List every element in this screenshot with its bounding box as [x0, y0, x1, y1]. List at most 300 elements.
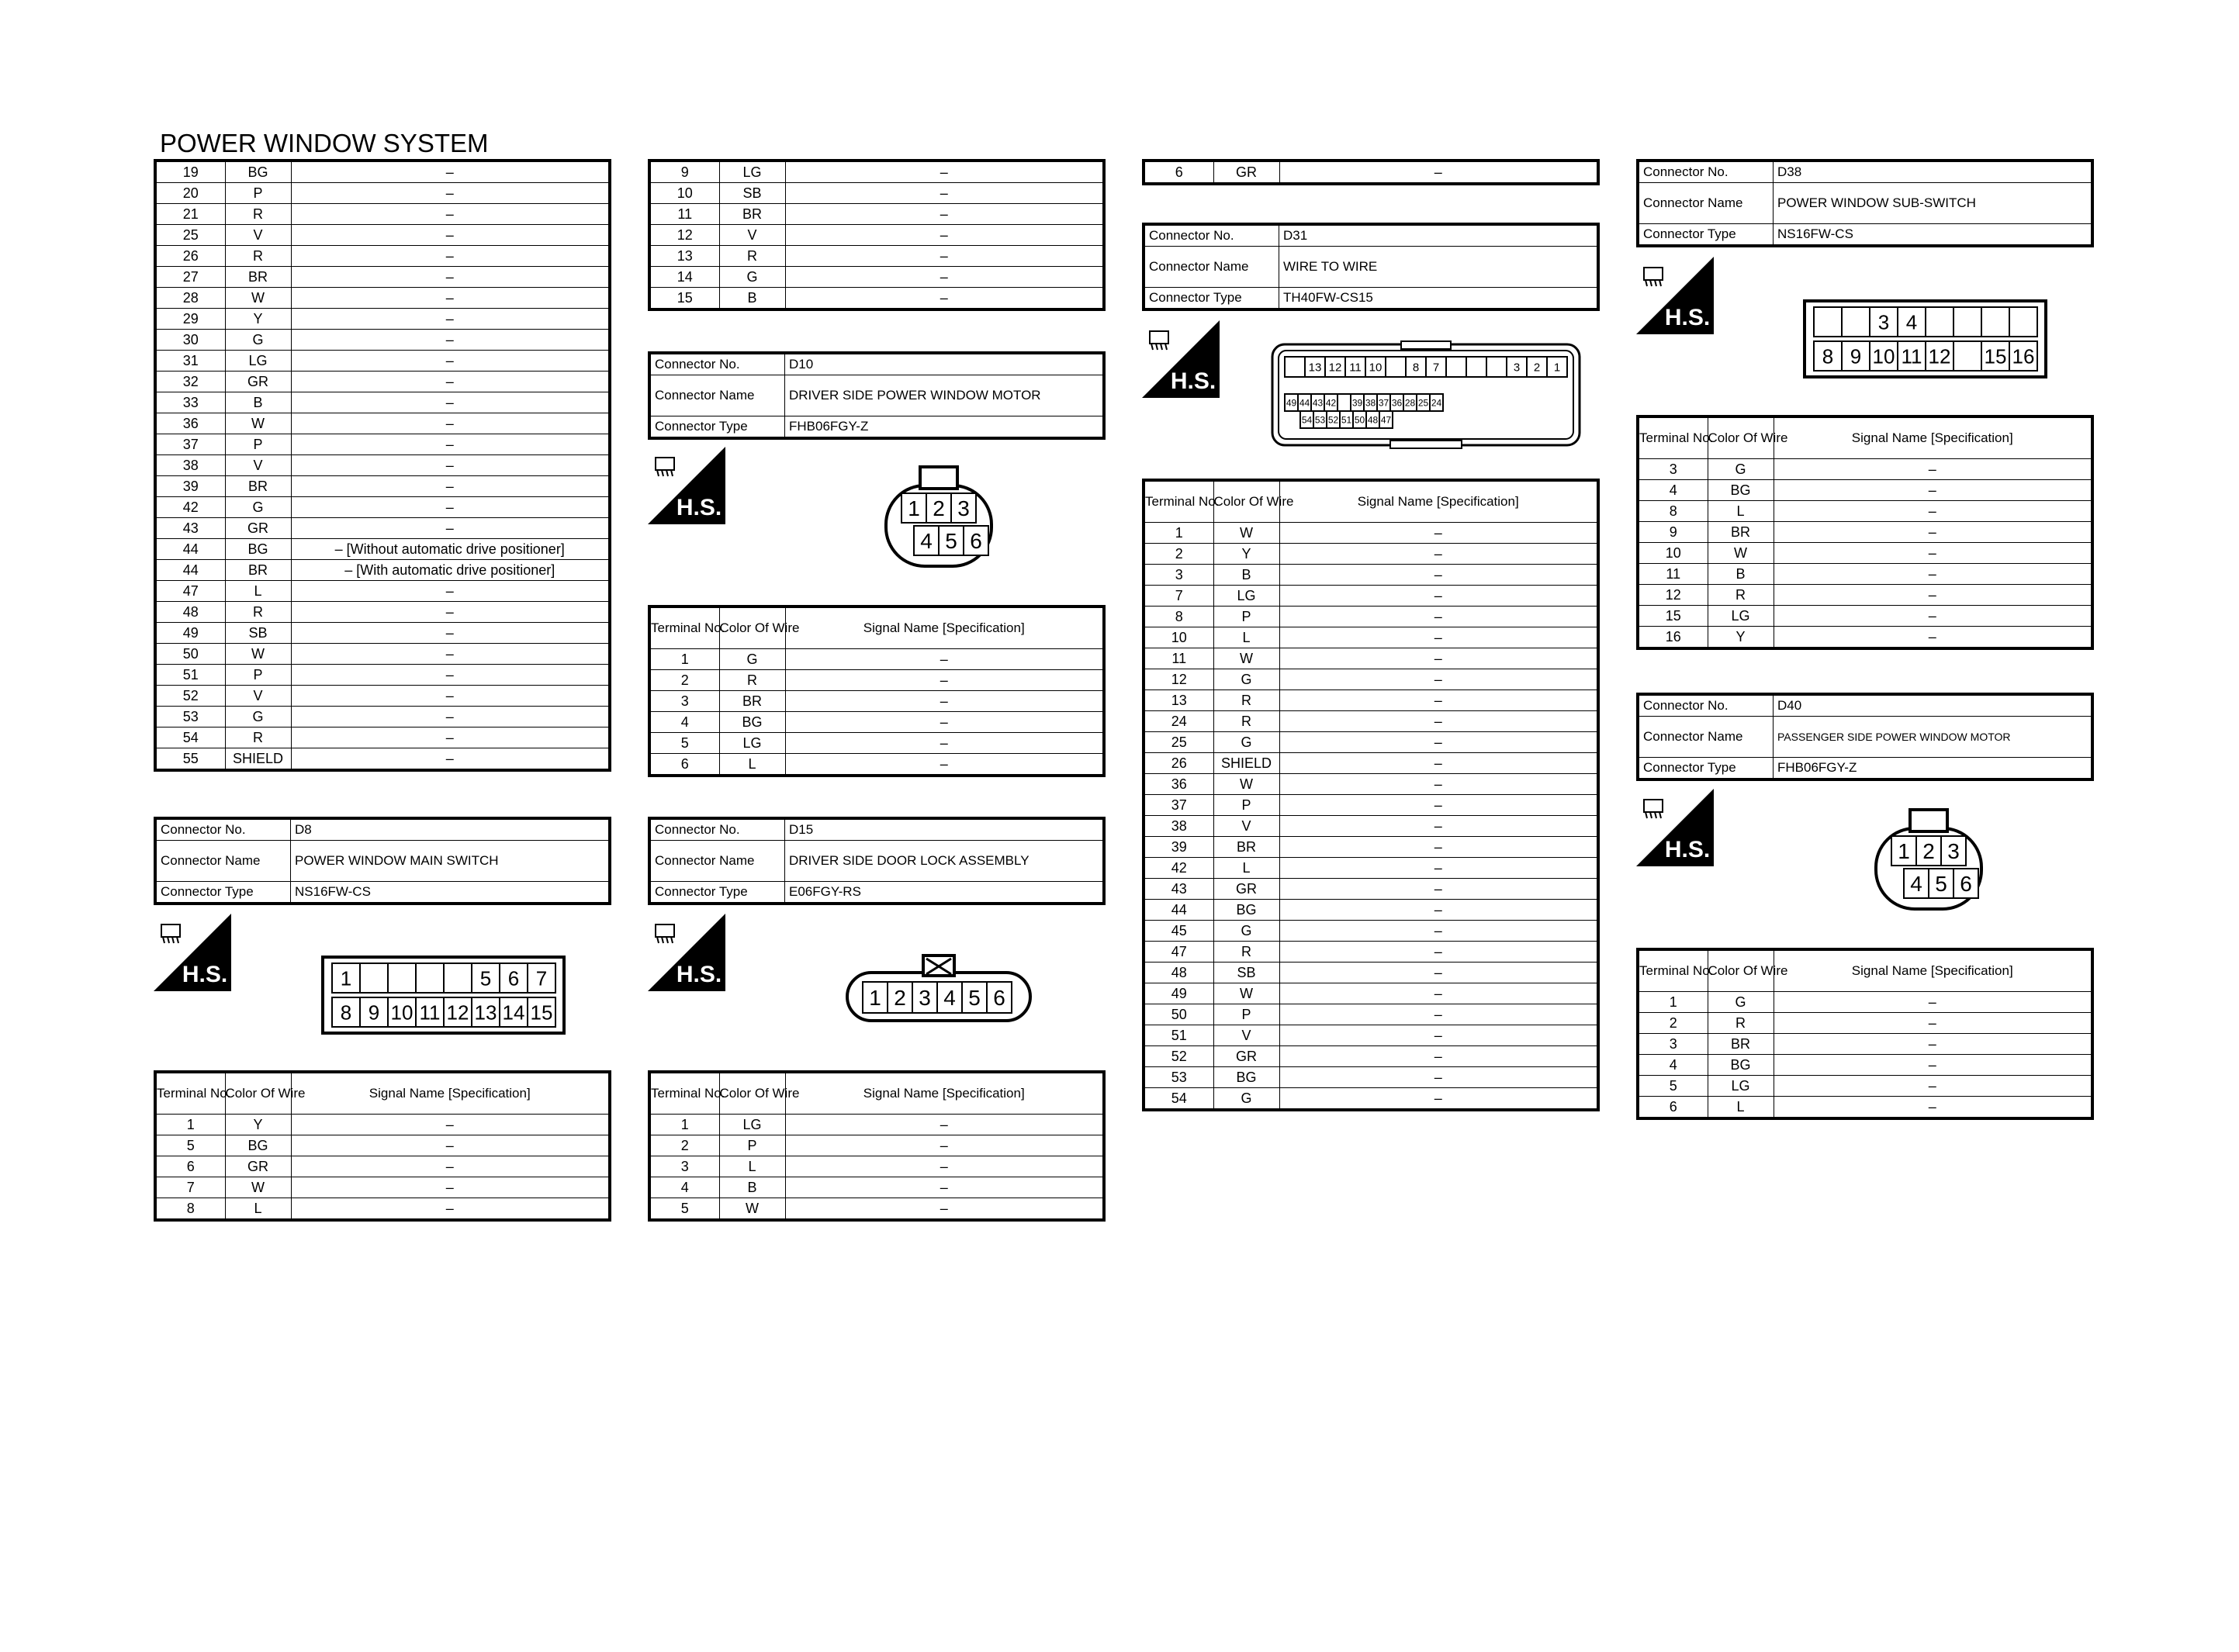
connector-info-d38	[1636, 159, 2094, 247]
signal-cell: –	[785, 183, 1104, 204]
color-cell: V	[1213, 1025, 1279, 1046]
pin-number: 42	[1325, 397, 1337, 409]
color-cell: W	[1213, 648, 1279, 669]
color-cell: R	[225, 246, 291, 267]
pin-number: 12	[1328, 361, 1342, 375]
pin-number: 9	[368, 1001, 380, 1025]
pin-number: 47	[1380, 414, 1392, 426]
table-row	[1144, 858, 1598, 879]
table-row	[1144, 627, 1598, 648]
color-cell: L	[719, 1156, 785, 1177]
color-cell: B	[719, 288, 785, 310]
pin-cell	[1981, 307, 2009, 337]
connector-type-label: Connector Type	[155, 882, 291, 904]
connector-no-label: Connector No.	[649, 818, 785, 841]
terminal-cell: 44	[1144, 900, 1213, 921]
table-row	[155, 246, 610, 267]
pin-number: 14	[502, 1001, 525, 1025]
pin-cell	[1486, 357, 1507, 377]
pin-number: 1	[340, 966, 352, 990]
color-cell: L	[225, 1198, 291, 1221]
terminal-cell: 2	[1638, 1013, 1708, 1034]
pin-number: 36	[1391, 397, 1403, 409]
table-row	[1638, 1076, 2092, 1097]
signal-cell: –	[785, 712, 1104, 733]
color-cell: BG	[225, 1135, 291, 1156]
terminal-cell: 16	[1638, 627, 1708, 649]
terminal-cell: 1	[649, 649, 719, 670]
table-row	[155, 644, 610, 665]
table-row	[649, 670, 1104, 691]
color-cell: V	[225, 686, 291, 707]
terminal-header: Terminal No.	[649, 607, 719, 649]
pin-number: 37	[1378, 397, 1389, 409]
harness-side-icon	[1142, 320, 1220, 398]
connector-info-d15	[648, 817, 1106, 905]
table-row	[155, 602, 610, 623]
color-cell: B	[1708, 564, 1774, 585]
table-row	[649, 1177, 1104, 1198]
terminal-cell: 6	[155, 1156, 225, 1177]
table-row	[155, 518, 610, 539]
signal-cell: –	[291, 1135, 610, 1156]
pin-number: 1	[1553, 361, 1561, 375]
signal-cell: –	[1279, 711, 1598, 732]
color-cell: Y	[225, 1115, 291, 1135]
signal-cell: –	[291, 1156, 610, 1177]
color-cell: BR	[719, 691, 785, 712]
signal-cell: –	[1774, 606, 2092, 627]
signal-cell: – [With automatic drive positioner]	[291, 560, 610, 581]
terminal-cell: 44	[155, 560, 225, 581]
signal-cell: –	[1279, 858, 1598, 879]
signal-cell: –	[1279, 648, 1598, 669]
table-row	[649, 267, 1104, 288]
table-row	[649, 691, 1104, 712]
color-cell: R	[225, 204, 291, 225]
pin-cell	[1954, 307, 1981, 337]
signal-cell: –	[291, 330, 610, 351]
signal-cell: –	[1774, 627, 2092, 649]
color-cell: V	[719, 225, 785, 246]
continuation-table-2	[648, 159, 1106, 311]
svg-text:H.S.: H.S.	[1664, 837, 1711, 862]
color-cell: G	[1213, 669, 1279, 690]
table-row	[155, 728, 610, 748]
color-cell: R	[1213, 690, 1279, 711]
signal-cell: –	[1279, 669, 1598, 690]
terminal-cell: 15	[1638, 606, 1708, 627]
terminal-cell: 10	[1144, 627, 1213, 648]
signal-cell: –	[1774, 543, 2092, 564]
pin-number: 52	[1327, 414, 1339, 426]
color-cell: L	[1708, 1097, 1774, 1119]
terminal-cell: 6	[1638, 1097, 1708, 1119]
connector-no-value: D8	[291, 818, 611, 841]
table-row	[1144, 942, 1598, 963]
signal-cell: –	[1279, 1088, 1598, 1111]
color-cell: Y	[1708, 627, 1774, 649]
terminal-cell: 21	[155, 204, 225, 225]
signal-cell: –	[1279, 1046, 1598, 1067]
color-cell: GR	[225, 518, 291, 539]
terminal-cell: 5	[155, 1135, 225, 1156]
signal-cell: –	[291, 644, 610, 665]
signal-cell: –	[785, 161, 1104, 183]
pin-number: 43	[1312, 397, 1324, 409]
connector-face-d15	[846, 952, 1032, 1024]
table-row	[1144, 1046, 1598, 1067]
terminal-cell: 51	[155, 665, 225, 686]
pin-number: 5	[968, 986, 981, 1011]
terminal-cell: 20	[155, 183, 225, 204]
signal-cell: –	[291, 602, 610, 623]
table-row	[1638, 1097, 2092, 1119]
table-row	[155, 581, 610, 602]
color-header: Color Of Wire	[1708, 416, 1774, 459]
terminal-header: Terminal No.	[155, 1072, 225, 1115]
table-row	[1144, 879, 1598, 900]
signal-cell: –	[785, 733, 1104, 754]
table-row	[155, 560, 610, 581]
color-cell: P	[225, 183, 291, 204]
signal-cell: –	[291, 372, 610, 392]
table-row	[155, 204, 610, 225]
color-cell: L	[225, 581, 291, 602]
color-cell: BR	[1213, 837, 1279, 858]
signal-cell: –	[1279, 690, 1598, 711]
terminal-cell: 47	[155, 581, 225, 602]
pin-number: 10	[390, 1001, 414, 1025]
connector-info-d40	[1636, 693, 2094, 781]
color-cell: BG	[1213, 1067, 1279, 1088]
signal-cell: –	[1279, 753, 1598, 774]
pin-number: 50	[1354, 414, 1365, 426]
terminal-cell: 53	[1144, 1067, 1213, 1088]
pin-number: 39	[1351, 397, 1363, 409]
signal-cell: –	[291, 476, 610, 497]
color-cell: BG	[1213, 900, 1279, 921]
connector-name-label: Connector Name	[1638, 183, 1774, 224]
pin-number: 12	[1928, 344, 1951, 368]
color-cell: B	[1213, 565, 1279, 586]
color-cell: LG	[225, 351, 291, 372]
terminal-cell: 27	[155, 267, 225, 288]
table-row	[1144, 565, 1598, 586]
terminal-cell: 1	[155, 1115, 225, 1135]
color-cell: BG	[719, 712, 785, 733]
pin-number: 8	[1822, 344, 1834, 368]
pin-number: 7	[535, 966, 548, 990]
terminal-cell: 36	[1144, 774, 1213, 795]
pin-cell	[1386, 357, 1406, 377]
terminal-cell: 3	[1638, 1034, 1708, 1055]
color-cell: P	[1213, 1004, 1279, 1025]
connector-no-label: Connector No.	[1638, 694, 1774, 717]
terminal-cell: 9	[1638, 522, 1708, 543]
signal-cell: –	[291, 707, 610, 728]
connector-name-label: Connector Name	[1638, 717, 1774, 758]
terminal-cell: 4	[1638, 480, 1708, 501]
color-cell: L	[1213, 627, 1279, 648]
signal-cell: –	[1279, 732, 1598, 753]
terminal-cell: 25	[155, 225, 225, 246]
continuation-table-1	[154, 159, 611, 772]
color-cell: BG	[225, 161, 291, 183]
table-row	[155, 707, 610, 728]
signal-cell: –	[785, 1115, 1104, 1135]
pin-number: 5	[945, 529, 957, 554]
signal-cell: –	[291, 665, 610, 686]
color-cell: W	[1213, 774, 1279, 795]
terminal-cell: 7	[1144, 586, 1213, 607]
signal-cell: –	[291, 1198, 610, 1221]
table-row	[1144, 711, 1598, 732]
terminal-cell: 3	[1144, 565, 1213, 586]
terminal-cell: 6	[649, 754, 719, 776]
pin-number: 6	[993, 986, 1005, 1011]
table-row	[1144, 774, 1598, 795]
signal-cell: –	[785, 225, 1104, 246]
color-cell: W	[1213, 523, 1279, 544]
table-row	[649, 161, 1104, 183]
table-row	[1144, 161, 1598, 184]
harness-side-icon	[1636, 789, 1714, 866]
pin-number: 12	[446, 1001, 469, 1025]
signal-cell: –	[1279, 565, 1598, 586]
pin-number: 9	[1850, 344, 1862, 368]
color-cell: W	[1213, 983, 1279, 1004]
connector-name-label: Connector Name	[1144, 247, 1279, 288]
color-cell: V	[1213, 816, 1279, 837]
signal-cell: –	[291, 225, 610, 246]
terminal-cell: 50	[155, 644, 225, 665]
connector-name-label: Connector Name	[649, 841, 785, 882]
signal-cell: –	[1774, 1076, 2092, 1097]
color-cell: LG	[719, 733, 785, 754]
terminal-cell: 4	[649, 1177, 719, 1198]
pin-number: 6	[1960, 872, 1972, 897]
color-cell: R	[1213, 942, 1279, 963]
color-cell: SHIELD	[1213, 753, 1279, 774]
pin-number: 15	[530, 1001, 553, 1025]
table-row	[1144, 921, 1598, 942]
terminal-cell: 43	[155, 518, 225, 539]
table-row	[155, 665, 610, 686]
table-row	[649, 204, 1104, 225]
pin-cell	[1842, 307, 1870, 337]
color-cell: W	[225, 413, 291, 434]
signal-cell: –	[1774, 480, 2092, 501]
terminal-cell: 8	[1638, 501, 1708, 522]
signal-cell: –	[291, 581, 610, 602]
signal-cell: –	[1279, 879, 1598, 900]
color-cell: R	[1708, 585, 1774, 606]
connector-no-label: Connector No.	[1638, 161, 1774, 183]
table-row	[155, 288, 610, 309]
color-header: Color Of Wire	[719, 1072, 785, 1115]
color-header: Color Of Wire	[719, 607, 785, 649]
table-row	[649, 246, 1104, 267]
color-cell: P	[1213, 607, 1279, 627]
connector-type-value: FHB06FGY-Z	[1774, 758, 2093, 780]
pin-number: 3	[919, 986, 931, 1011]
color-cell: Y	[1213, 544, 1279, 565]
table-row	[1144, 523, 1598, 544]
color-cell: P	[225, 434, 291, 455]
signal-cell: –	[291, 686, 610, 707]
terminal-cell: 50	[1144, 1004, 1213, 1025]
color-cell: SB	[719, 183, 785, 204]
signal-cell: –	[1279, 942, 1598, 963]
color-cell: G	[225, 497, 291, 518]
signal-cell: –	[785, 1135, 1104, 1156]
pin-number: 3	[1877, 310, 1890, 334]
pin-cell	[1466, 357, 1486, 377]
terminal-cell: 3	[649, 1156, 719, 1177]
pin-number: 53	[1314, 414, 1326, 426]
terminal-cell: 26	[1144, 753, 1213, 774]
table-row	[1144, 1025, 1598, 1046]
terminal-cell: 13	[649, 246, 719, 267]
table-row	[1638, 992, 2092, 1013]
signal-cell: – [Without automatic drive positioner]	[291, 539, 610, 560]
terminal-cell: 38	[155, 455, 225, 476]
connector-no-value: D38	[1774, 161, 2093, 183]
pin-cell	[1285, 357, 1305, 377]
color-cell: W	[225, 1177, 291, 1198]
signal-header: Signal Name [Specification]	[291, 1072, 610, 1115]
connector-no-value: D31	[1279, 224, 1599, 247]
color-header: Color Of Wire	[1708, 949, 1774, 992]
pin-number: 2	[933, 496, 945, 521]
color-cell: B	[719, 1177, 785, 1198]
terminal-cell: 2	[1144, 544, 1213, 565]
table-row	[649, 225, 1104, 246]
table-row	[1144, 900, 1598, 921]
signal-cell: –	[291, 518, 610, 539]
color-cell: R	[719, 670, 785, 691]
terminal-cell: 26	[155, 246, 225, 267]
svg-text:H.S.: H.S.	[676, 962, 722, 987]
signal-cell: –	[291, 1115, 610, 1135]
terminal-cell: 8	[1144, 607, 1213, 627]
color-cell: GR	[1213, 879, 1279, 900]
connector-info-d31	[1142, 223, 1600, 311]
connector-face-d10	[877, 464, 1001, 572]
pin-number: 4	[943, 986, 956, 1011]
table-row	[649, 1115, 1104, 1135]
table-row	[1638, 522, 2092, 543]
color-cell: R	[719, 246, 785, 267]
table-row	[155, 1135, 610, 1156]
signal-cell: –	[291, 183, 610, 204]
table-row	[1144, 648, 1598, 669]
table-row	[1144, 1088, 1598, 1111]
table-row	[1144, 753, 1598, 774]
color-cell: V	[225, 455, 291, 476]
pin-cell	[1338, 394, 1351, 411]
pin-number: 6	[507, 966, 520, 990]
pin-number: 4	[920, 529, 933, 554]
table-row	[1144, 544, 1598, 565]
svg-text:H.S.: H.S.	[182, 962, 228, 987]
table-row	[1144, 732, 1598, 753]
signal-cell: –	[1279, 1025, 1598, 1046]
table-row	[155, 351, 610, 372]
signal-cell: –	[291, 1177, 610, 1198]
signal-cell: –	[291, 267, 610, 288]
pin-number: 11	[1349, 361, 1362, 375]
table-row	[1638, 606, 2092, 627]
terminal-cell: 12	[1144, 669, 1213, 690]
connector-face-d38	[1803, 299, 2047, 378]
connector-no-value: D10	[785, 353, 1105, 375]
color-cell: GR	[1213, 1046, 1279, 1067]
signal-header: Signal Name [Specification]	[1774, 416, 2092, 459]
terminal-cell: 5	[649, 733, 719, 754]
pin-table-d31	[1142, 479, 1600, 1111]
pin-number: 1	[908, 496, 920, 521]
signal-cell: –	[1774, 522, 2092, 543]
connector-name-label: Connector Name	[649, 375, 785, 416]
pin-cell	[388, 963, 416, 993]
signal-cell: –	[1279, 586, 1598, 607]
terminal-cell: 1	[1144, 523, 1213, 544]
color-cell: B	[225, 392, 291, 413]
signal-cell: –	[1774, 1097, 2092, 1119]
signal-cell: –	[291, 413, 610, 434]
connector-name-value: POWER WINDOW SUB-SWITCH	[1774, 183, 2093, 224]
color-cell: G	[719, 267, 785, 288]
color-cell: P	[1213, 795, 1279, 816]
color-cell: LG	[1213, 586, 1279, 607]
terminal-cell: 49	[155, 623, 225, 644]
terminal-cell: 43	[1144, 879, 1213, 900]
signal-cell: –	[785, 691, 1104, 712]
terminal-cell: 52	[155, 686, 225, 707]
table-row	[155, 330, 610, 351]
terminal-cell: 30	[155, 330, 225, 351]
terminal-cell: 9	[649, 161, 719, 183]
color-cell: R	[1708, 1013, 1774, 1034]
connector-no-value: D15	[785, 818, 1105, 841]
pin-number: 10	[1369, 361, 1383, 375]
signal-cell: –	[785, 204, 1104, 225]
signal-cell: –	[1279, 837, 1598, 858]
table-row	[1638, 627, 2092, 649]
color-cell: R	[1213, 711, 1279, 732]
color-cell: BR	[1708, 1034, 1774, 1055]
color-header: Color Of Wire	[1213, 480, 1279, 523]
pin-number: 49	[1286, 397, 1297, 409]
color-cell: BR	[225, 560, 291, 581]
pin-number: 4	[1905, 310, 1918, 334]
connector-name-value: POWER WINDOW MAIN SWITCH	[291, 841, 611, 882]
table-row	[155, 476, 610, 497]
color-cell: P	[225, 665, 291, 686]
connector-name-value: WIRE TO WIRE	[1279, 247, 1599, 288]
terminal-cell: 5	[1638, 1076, 1708, 1097]
harness-side-icon	[1636, 257, 1714, 334]
color-cell: GR	[225, 1156, 291, 1177]
connector-no-value: D40	[1774, 694, 2093, 717]
table-row	[649, 1156, 1104, 1177]
color-cell: W	[225, 644, 291, 665]
pin-table-d40	[1636, 948, 2094, 1120]
connector-type-label: Connector Type	[1638, 224, 1774, 247]
signal-cell: –	[785, 1198, 1104, 1221]
